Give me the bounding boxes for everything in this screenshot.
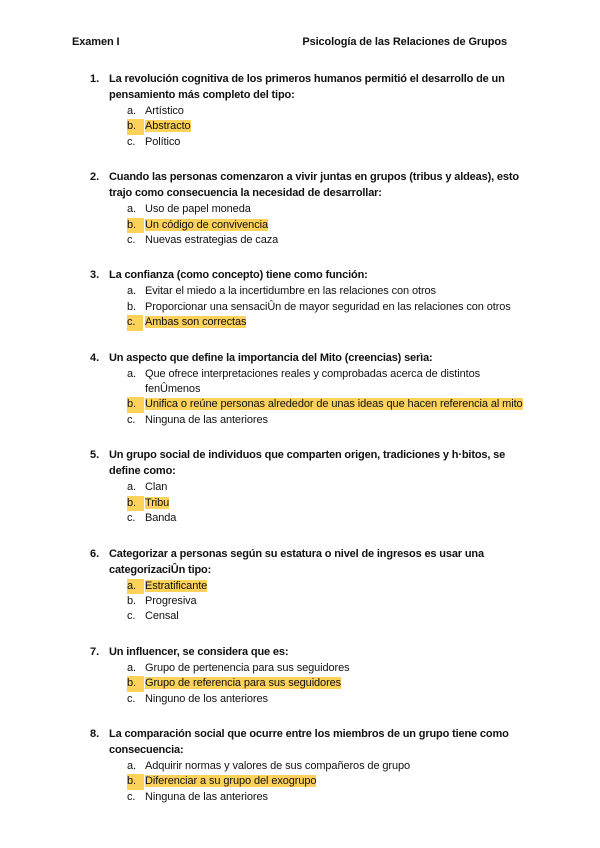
- option-list: [109, 202, 530, 248]
- question-item: [90, 350, 530, 429]
- question-text: Cuando las personas comenzaron a vivir juntas en grupos (tribus y aldeas), esto trajo como consecuencia la necesidad de desarrollar:: [109, 171, 519, 200]
- answer-highlight: Un código de convivencia: [145, 218, 268, 231]
- option-list: [109, 480, 530, 526]
- question-text: Un grupo social de individuos que comparten origen, tradiciones y h·bitos, se define como:: [109, 449, 506, 478]
- option-text: Evitar el miedo a la incertidumbre en las relaciones con otros: [145, 285, 436, 298]
- option-letter: b.: [127, 397, 144, 412]
- question-item: [90, 447, 530, 526]
- option-letter: a.: [127, 481, 136, 494]
- question-number: 5.: [90, 449, 100, 462]
- option-list: [109, 579, 530, 625]
- option-item: [109, 104, 530, 119]
- option-letter: a.: [127, 285, 136, 298]
- question-item: [90, 644, 530, 707]
- option-text: Banda: [145, 512, 177, 525]
- option-item-answer: [109, 774, 530, 789]
- option-item: [109, 413, 530, 428]
- question-text: La comparación social que ocurre entre los miembros de un grupo tiene como consecuencia:: [109, 727, 509, 756]
- answer-highlight: Grupo de referencia para sus seguidores: [145, 677, 342, 690]
- question-list: [90, 71, 530, 824]
- option-letter: a.: [127, 579, 144, 594]
- course-title: Psicología de las Relaciones de Grupos: [302, 36, 507, 48]
- option-list: [109, 284, 530, 330]
- answer-highlight: Diferenciar a su grupo del exogrupo: [145, 775, 317, 788]
- question-number: 2.: [90, 171, 100, 184]
- question-text: Un aspecto que define la importancia del Mito (creencias) serìa:: [109, 351, 433, 364]
- option-letter: a.: [127, 759, 136, 772]
- option-letter: c.: [127, 413, 136, 426]
- option-text: Nuevas estrategias de caza: [145, 234, 279, 247]
- option-text: Clan: [145, 481, 168, 494]
- option-letter: b.: [127, 676, 144, 691]
- question-text: Un influencer, se considera que es:: [109, 645, 289, 658]
- option-letter: c.: [127, 790, 136, 803]
- option-item: [109, 692, 530, 707]
- option-list: [109, 661, 530, 707]
- question-number: 3.: [90, 269, 100, 282]
- answer-highlight: Estratificante: [145, 579, 208, 592]
- option-letter: b.: [127, 496, 144, 511]
- option-item: [109, 284, 530, 299]
- question-text: La revolución cognitiva de los primeros humanos permitió el desarrollo de un pensamiento más completo del tipo:: [109, 73, 505, 101]
- option-list: [109, 104, 530, 150]
- option-item-answer: [109, 579, 530, 594]
- question-number: 7.: [90, 645, 100, 658]
- option-item: [109, 594, 530, 609]
- option-text: Grupo de pertenencia para sus seguidores: [145, 661, 350, 674]
- option-letter: b.: [127, 119, 144, 134]
- question-item: [90, 267, 530, 330]
- answer-highlight: Abstracto: [145, 120, 191, 133]
- option-letter: a.: [127, 661, 136, 674]
- option-item-answer: [109, 218, 530, 233]
- option-letter: c.: [127, 315, 143, 330]
- option-letter: c.: [127, 135, 136, 148]
- option-letter: a.: [127, 105, 136, 117]
- option-item-answer: [109, 315, 530, 330]
- option-item: [109, 759, 530, 774]
- option-text: Uso de papel moneda: [145, 203, 251, 216]
- option-list: [109, 759, 530, 805]
- option-item-answer: [109, 119, 530, 134]
- option-text: Proporcionar una sensaciÛn de mayor seguridad en las relaciones con otros: [145, 300, 511, 313]
- exam-title: Examen I: [72, 36, 120, 48]
- answer-highlight: Ambas son correctas: [145, 316, 247, 329]
- option-letter: c.: [127, 234, 136, 247]
- option-text: Ninguna de las anteriores: [145, 790, 268, 803]
- option-item: [109, 480, 530, 495]
- option-letter: b.: [127, 774, 144, 789]
- option-letter: a.: [127, 203, 136, 216]
- question-number: 8.: [90, 727, 100, 740]
- question-number: 4.: [90, 351, 100, 364]
- option-letter: c.: [127, 692, 136, 705]
- option-item: [109, 135, 530, 150]
- question-item: [90, 546, 530, 625]
- question-text: La confianza (como concepto) tiene como función:: [109, 269, 368, 282]
- option-item: [109, 202, 530, 217]
- answer-highlight: Tribu: [145, 496, 170, 509]
- option-item-answer: [109, 676, 530, 691]
- option-item: [109, 367, 530, 398]
- option-letter: b.: [127, 594, 136, 607]
- question-number: 6.: [90, 547, 100, 560]
- option-text: Que ofrece interpretaciones reales y comprobadas acerca de distintos fenÛmenos: [145, 367, 480, 396]
- option-text: Ninguna de las anteriores: [145, 413, 268, 426]
- option-letter: c.: [127, 610, 136, 623]
- question-number: 1.: [90, 73, 100, 85]
- question-text: Categorizar a personas según su estatura o nivel de ingresos es usar una categorizaciÛn tipo:: [109, 547, 484, 576]
- option-text: Adquirir normas y valores de sus compañeros de grupo: [145, 759, 411, 772]
- option-text: Político: [145, 135, 181, 148]
- option-item: [109, 790, 530, 805]
- option-item-answer: [109, 496, 530, 511]
- option-item: [109, 609, 530, 624]
- option-text: Progresiva: [145, 594, 197, 607]
- question-item: [90, 726, 530, 805]
- option-letter: b.: [127, 218, 144, 233]
- option-item: [109, 661, 530, 676]
- option-text: Artístico: [145, 105, 184, 117]
- option-list: [109, 367, 530, 429]
- option-text: Censal: [145, 610, 179, 623]
- page-header: [72, 36, 507, 52]
- option-item: [109, 511, 530, 526]
- question-item: [90, 71, 530, 150]
- option-item: [109, 300, 530, 315]
- question-item: [90, 169, 530, 248]
- option-letter: a.: [127, 367, 136, 380]
- option-item-answer: [109, 397, 530, 412]
- option-text: Ninguno de los anteriores: [145, 692, 268, 705]
- answer-highlight: Unifica o reúne personas alrededor de unas ideas que hacen referencia al mito: [145, 398, 523, 411]
- option-item: [109, 233, 530, 248]
- option-letter: b.: [127, 300, 136, 313]
- option-letter: c.: [127, 512, 136, 525]
